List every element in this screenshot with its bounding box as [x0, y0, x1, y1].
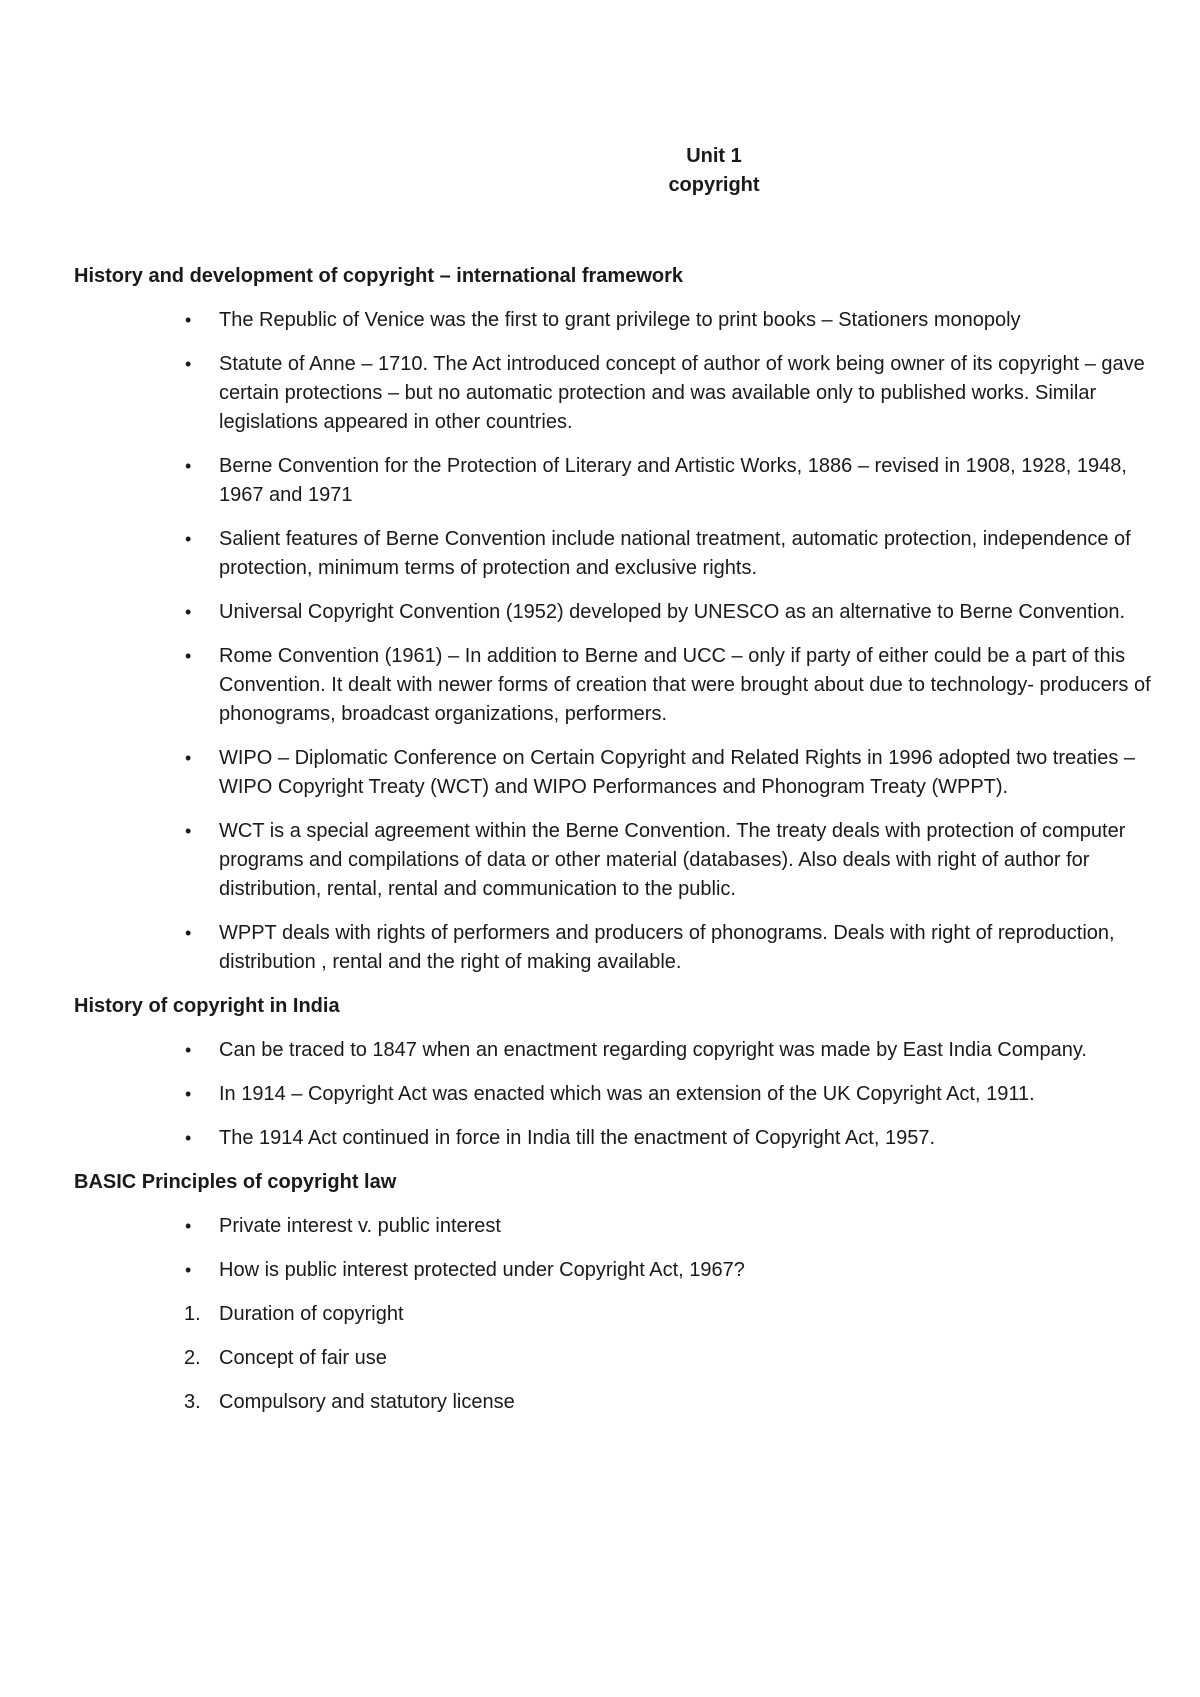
- bullet-icon: •: [185, 529, 192, 549]
- bullet-icon: •: [185, 748, 192, 768]
- list-item-text: Rome Convention (1961) – In addition to Berne and UCC – only if party of either could be a part of this Convention. It dealt with newer forms of creation that were brought about due to technology- producers of phonograms, broadcast organizations, performers.: [219, 645, 1151, 725]
- bullet-icon: •: [185, 923, 192, 943]
- bullet-icon: •: [185, 821, 192, 841]
- section-heading: BASIC Principles of copyright law: [74, 1171, 397, 1193]
- bullet-icon: •: [185, 1216, 192, 1236]
- list-item: [74, 919, 1154, 977]
- list-item: [74, 642, 1154, 729]
- document-content: [74, 262, 1154, 1432]
- list-item-text: WIPO – Diplomatic Conference on Certain Copyright and Related Rights in 1996 adopted two treaties – WIPO Copyright Treaty (WCT) and WIPO Performances and Phonogram Treaty (WPPT).: [219, 747, 1136, 798]
- list-item-text: Can be traced to 1847 when an enactment regarding copyright was made by East India Company.: [219, 1039, 1087, 1061]
- list-item: [74, 452, 1154, 510]
- bullet-icon: •: [185, 456, 192, 476]
- section-heading: History of copyright in India: [74, 995, 340, 1017]
- subject-title: copyright: [668, 174, 760, 196]
- list-item-text: The 1914 Act continued in force in India till the enactment of Copyright Act, 1957.: [219, 1127, 935, 1149]
- list-item-text: In 1914 – Copyright Act was enacted which was an extension of the UK Copyright Act, 1911.: [219, 1083, 1035, 1105]
- list-item: [74, 350, 1154, 437]
- numbered-item: [74, 1300, 1154, 1329]
- list-item-text: WPPT deals with rights of performers and producers of phonograms. Deals with right of reproduction, distribution , rental and the right of making available.: [219, 922, 1115, 973]
- bullet-icon: •: [185, 646, 192, 666]
- numbered-item: [74, 1344, 1154, 1373]
- list-item-text: Berne Convention for the Protection of Literary and Artistic Works, 1886 – revised in 1908, 1928, 1948, 1967 and 1971: [219, 455, 1127, 506]
- item-number: 2.: [184, 1347, 201, 1369]
- bullet-icon: •: [185, 602, 192, 622]
- numbered-item-text: Duration of copyright: [219, 1303, 404, 1325]
- list-item-text: Private interest v. public interest: [219, 1215, 501, 1237]
- item-number: 3.: [184, 1391, 201, 1413]
- list-item-text: Statute of Anne – 1710. The Act introduced concept of author of work being owner of its copyright – gave certain protections – but no automatic protection and was available only to published works. Similar legislations appeared in other countries.: [219, 353, 1145, 433]
- bullet-list: [74, 1212, 1154, 1285]
- bullet-icon: •: [185, 354, 192, 374]
- numbered-item-text: Compulsory and statutory license: [219, 1391, 515, 1413]
- list-item: [74, 744, 1154, 802]
- item-number: 1.: [184, 1303, 201, 1325]
- list-item: [74, 306, 1154, 335]
- list-item: [74, 817, 1154, 904]
- bullet-list: [74, 306, 1154, 977]
- list-item: [74, 1124, 1154, 1153]
- numbered-list: [74, 1300, 1154, 1417]
- list-item: [74, 1036, 1154, 1065]
- numbered-item-text: Concept of fair use: [219, 1347, 387, 1369]
- list-item-text: How is public interest protected under Copyright Act, 1967?: [219, 1259, 745, 1281]
- bullet-icon: •: [185, 1128, 192, 1148]
- list-item: [74, 598, 1154, 627]
- bullet-icon: •: [185, 1040, 192, 1060]
- list-item: [74, 1212, 1154, 1241]
- title-block: [0, 142, 1200, 200]
- list-item-text: The Republic of Venice was the first to grant privilege to print books – Stationers monopoly: [219, 309, 1021, 331]
- list-item-text: WCT is a special agreement within the Berne Convention. The treaty deals with protection of computer programs and compilations of data or other material (databases). Also deals with right of author for distribution, rental, rental and communication to the public.: [219, 820, 1126, 900]
- bullet-icon: •: [185, 1260, 192, 1280]
- list-item-text: Universal Copyright Convention (1952) developed by UNESCO as an alternative to Berne Convention.: [219, 601, 1126, 623]
- list-item: [74, 1256, 1154, 1285]
- list-item-text: Salient features of Berne Convention include national treatment, automatic protection, independence of protection, minimum terms of protection and exclusive rights.: [219, 528, 1131, 579]
- bullet-icon: •: [185, 310, 192, 330]
- section-international-framework: [74, 262, 1154, 977]
- bullet-list: [74, 1036, 1154, 1153]
- section-heading: History and development of copyright – international framework: [74, 265, 683, 287]
- numbered-item: [74, 1388, 1154, 1417]
- section-india-history: [74, 992, 1154, 1153]
- list-item: [74, 525, 1154, 583]
- list-item: [74, 1080, 1154, 1109]
- section-basic-principles: [74, 1168, 1154, 1417]
- unit-title: Unit 1: [686, 145, 742, 167]
- bullet-icon: •: [185, 1084, 192, 1104]
